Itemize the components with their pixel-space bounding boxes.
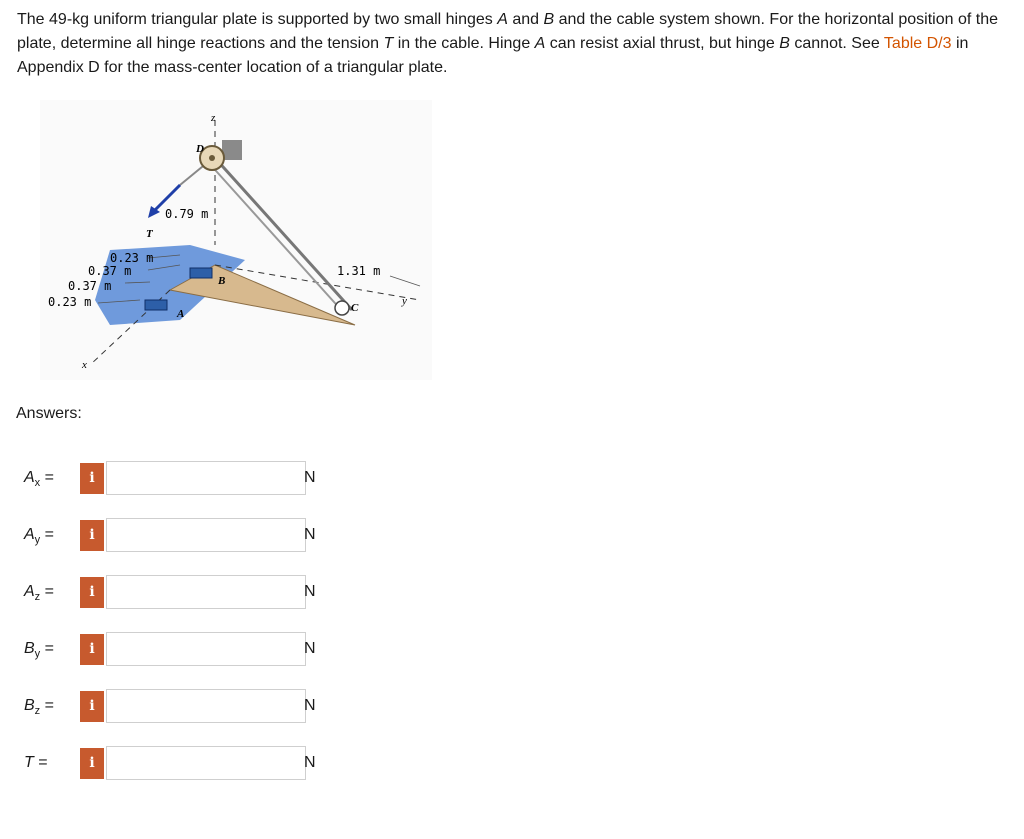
answer-row-by bbox=[0, 631, 1024, 667]
problem-symbol: B bbox=[779, 35, 790, 52]
answer-label: $B_z$ = bbox=[24, 697, 54, 718]
unit-label: N bbox=[304, 526, 316, 543]
dim-023-bottom: 0.23 m bbox=[48, 295, 92, 309]
answer-row-ax bbox=[0, 460, 1024, 496]
answer-subscript: z bbox=[34, 705, 41, 718]
answer-subscript: z bbox=[34, 591, 41, 604]
triangular-plate-diagram bbox=[40, 100, 432, 380]
unit-label: N bbox=[304, 697, 316, 714]
dim-037-bottom: 0.37 m bbox=[68, 279, 112, 293]
problem-figure bbox=[40, 100, 432, 380]
answer-subscript: x bbox=[34, 477, 41, 490]
point-b-label: B bbox=[218, 275, 226, 287]
info-icon[interactable]: i bbox=[80, 748, 104, 779]
problem-text: cannot. See bbox=[789, 35, 884, 52]
problem-symbol: T bbox=[383, 35, 394, 52]
answer-symbol: B bbox=[24, 697, 35, 714]
pulley-axle bbox=[209, 155, 215, 161]
dim-023-top: 0.23 m bbox=[110, 251, 154, 265]
problem-text: in Appendix D for the mass-center location of a triangular plate. bbox=[17, 35, 969, 76]
answer-subscript: y bbox=[34, 534, 41, 547]
x-axis-label: x bbox=[82, 359, 87, 371]
answer-row-bz bbox=[0, 688, 1024, 724]
info-icon[interactable]: i bbox=[80, 577, 104, 608]
info-icon[interactable]: i bbox=[80, 520, 104, 551]
dim-131: 1.31 m bbox=[337, 264, 381, 278]
answer-symbol: T bbox=[24, 754, 34, 771]
answer-input-bz[interactable] bbox=[106, 689, 306, 723]
answer-label: T = bbox=[24, 754, 48, 771]
dim-079: 0.79 m bbox=[165, 207, 209, 221]
answer-symbol: B bbox=[24, 640, 35, 657]
dim-037-top: 0.37 m bbox=[88, 264, 132, 278]
answer-symbol: A bbox=[24, 583, 35, 600]
answer-row-ay bbox=[0, 517, 1024, 553]
hinge-a bbox=[145, 300, 167, 310]
problem-symbol: A bbox=[534, 35, 546, 52]
info-icon[interactable]: i bbox=[80, 634, 104, 665]
point-a-label: A bbox=[177, 308, 185, 320]
answer-row-az bbox=[0, 574, 1024, 610]
point-c-label: C bbox=[351, 302, 359, 314]
problem-text: can resist axial thrust, but hinge bbox=[545, 35, 780, 52]
point-d-label: D bbox=[196, 143, 204, 155]
y-axis-label: y bbox=[402, 295, 407, 307]
problem-text: in the cable. Hinge bbox=[393, 35, 535, 52]
answer-symbol: A bbox=[24, 526, 35, 543]
problem-text: and the cable system shown. For the horizontal position of the plate, determine all hinge reactions and the tension bbox=[17, 11, 998, 52]
answers-heading: Answers: bbox=[16, 405, 82, 422]
pulley-bracket bbox=[222, 140, 242, 160]
problem-symbol: B bbox=[543, 11, 555, 28]
unit-label: N bbox=[304, 469, 316, 486]
unit-label: N bbox=[304, 640, 316, 657]
answer-label: $A_z$ = bbox=[24, 583, 54, 604]
answer-input-ay[interactable] bbox=[106, 518, 306, 552]
problem-text: The 49-kg uniform triangular plate is supported by two small hinges bbox=[17, 11, 498, 28]
answer-input-az[interactable] bbox=[106, 575, 306, 609]
info-icon[interactable]: i bbox=[80, 463, 104, 494]
z-axis-label: z bbox=[211, 112, 216, 124]
tension-label: T bbox=[146, 228, 153, 240]
unit-label: N bbox=[304, 583, 316, 600]
hinge-b bbox=[190, 268, 212, 278]
answer-subscript: y bbox=[34, 648, 41, 661]
answer-input-t[interactable] bbox=[106, 746, 306, 780]
problem-statement bbox=[17, 8, 1022, 80]
answer-label: $B_y$ = bbox=[24, 640, 54, 661]
answer-input-by[interactable] bbox=[106, 632, 306, 666]
unit-label: N bbox=[304, 754, 316, 771]
info-icon[interactable]: i bbox=[80, 691, 104, 722]
answer-label: $A_x$ = bbox=[24, 469, 54, 490]
table-d3-link[interactable]: Table D/3 bbox=[883, 35, 952, 52]
problem-symbol: A bbox=[497, 11, 508, 28]
problem-text: and bbox=[507, 11, 544, 28]
answer-input-ax[interactable] bbox=[106, 461, 306, 495]
pulley-c bbox=[335, 301, 349, 315]
answer-label: $A_y$ = bbox=[24, 526, 54, 547]
answer-row-t bbox=[0, 745, 1024, 781]
answer-symbol: A bbox=[24, 469, 35, 486]
